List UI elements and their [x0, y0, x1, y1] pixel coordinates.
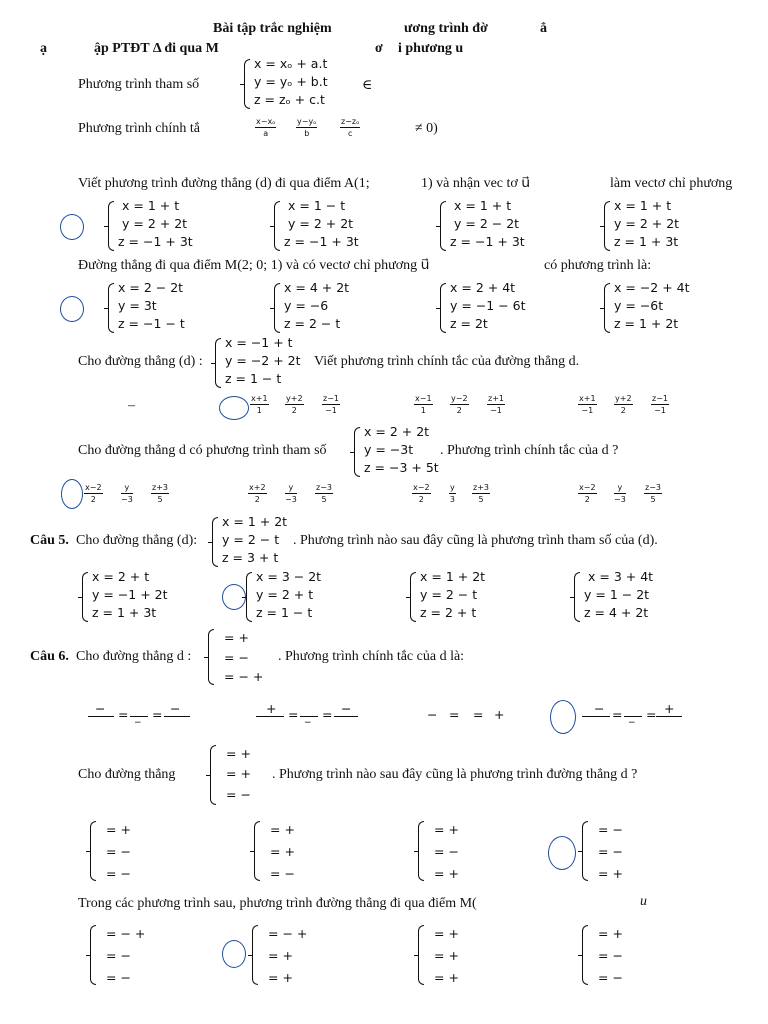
q8-a-line-1: = − + [106, 926, 146, 941]
q5-b-line-x: x = 3 − 2t [256, 569, 322, 584]
q5-line-z: z = 3 + t [222, 550, 279, 565]
parametric-line-y: y = yₒ + b.t [254, 74, 328, 89]
q3-answer-circle[interactable] [219, 396, 249, 420]
q6-c-part-4: + [494, 707, 505, 722]
q3-b-frac-x: $\frac{x+1}{1}$ [251, 394, 268, 415]
q1-b-line-x: x = 1 − t [288, 198, 346, 213]
q5-c-line-z: z = 2 + t [420, 605, 477, 620]
q8-c-line-1: = + [434, 926, 459, 941]
q2-text-2: có phương trình là: [544, 258, 652, 273]
q2-text-1: Đường thẳng đi qua điểm M(2; 0; 1) và có vectơ chỉ phương u⃗ [78, 258, 430, 273]
q4-answer-circle[interactable] [61, 479, 83, 509]
q8-b-line-1: = − + [268, 926, 308, 941]
q6-b-bar-3 [334, 716, 358, 717]
title-part-2: ương trình đờ [404, 21, 488, 36]
q5-d-line-z: z = 4 + 2t [584, 605, 649, 620]
q2-d-line-x: x = −2 + 4t [614, 280, 690, 295]
q2-b-line-y: y = −6 [284, 298, 329, 313]
q1-text-1: Viết phương trình đường thẳng (d) đi qua điểm A(1; [78, 176, 370, 191]
q4-a-frac-z: $\frac{z+3}{5}$ [152, 483, 168, 504]
q4-a-frac-y: $\frac{y}{-3}$ [121, 483, 133, 504]
q6-d-den-2: − [628, 718, 636, 728]
q7-line-3: = − [226, 787, 251, 802]
title-part-3: ẳ [540, 21, 547, 36]
q4-a-frac-x: $\frac{x-2}{2}$ [85, 483, 102, 504]
q6-answer-circle[interactable] [550, 700, 576, 734]
q2-b-line-z: z = 2 − t [284, 316, 341, 331]
q5-a-line-y: y = −1 + 2t [92, 587, 168, 602]
q3-c-frac-z: $\frac{z+1}{-1}$ [488, 394, 504, 415]
q7-text-2: . Phương trình nào sau đây cũng là phương trình đường thẳng d ? [272, 767, 638, 782]
q6-b-part-4: − [341, 701, 352, 716]
q7-text-1: Cho đường thẳng [78, 767, 176, 782]
q8-d-line-1: = + [598, 926, 623, 941]
q7-c-line-2: = − [434, 844, 459, 859]
q6-a-eq-2: = [152, 707, 163, 722]
q5-line-y: y = 2 − t [222, 532, 280, 547]
q8-a-line-3: = − [106, 970, 131, 985]
q7-b-line-2: = + [270, 844, 295, 859]
q8-d-line-2: = − [598, 948, 623, 963]
q2-a-line-x: x = 2 − 2t [118, 280, 184, 295]
subtitle-part-3: ơ [375, 41, 383, 56]
q4-d-frac-x: $\frac{x-2}{2}$ [579, 483, 596, 504]
q6-a-bar-2 [130, 716, 148, 717]
q8-c-line-3: = + [434, 970, 459, 985]
q8-a-line-2: = − [106, 948, 131, 963]
q6-a-part-4: − [170, 701, 181, 716]
q5-label: Câu 5. [30, 533, 69, 548]
q6-text-2: . Phương trình chính tắc của d là: [278, 649, 465, 664]
q1-c-line-z: z = −1 + 3t [450, 234, 525, 249]
q7-b-line-1: = + [270, 822, 295, 837]
q5-d-line-y: y = 1 − 2t [584, 587, 650, 602]
q2-c-line-x: x = 2 + 4t [450, 280, 516, 295]
q7-b-line-3: = − [270, 866, 295, 881]
q6-line-3: = − + [224, 669, 264, 684]
q2-c-line-z: z = 2t [450, 316, 488, 331]
q3-d-frac-z: $\frac{z-1}{-1}$ [652, 394, 668, 415]
q6-b-bar-2 [300, 716, 318, 717]
q6-text-1: Cho đường thẳng d : [76, 649, 192, 664]
q4-c-frac-y: $\frac{y}{3}$ [449, 483, 455, 504]
q3-c-frac-x: $\frac{x-1}{1}$ [415, 394, 432, 415]
q6-b-part-1: + [266, 701, 277, 716]
subtitle-part-1: ạ [40, 41, 47, 56]
q3-d-frac-y: $\frac{y+2}{2}$ [615, 394, 632, 415]
canonical-fraction-z: $\frac{\text{z−zₒ}}{c}$ [341, 117, 360, 138]
q6-d-part-4: + [664, 701, 675, 716]
q6-a-bar-1 [88, 716, 114, 717]
q1-c-line-y: y = 2 − 2t [454, 216, 520, 231]
q6-b-bar-1 [256, 716, 284, 717]
q7-a-line-1: = + [106, 822, 131, 837]
q5-a-line-z: z = 1 + 3t [92, 605, 157, 620]
q6-d-eq-1: = [612, 707, 623, 722]
q6-label: Câu 6. [30, 649, 69, 664]
q3-b-frac-z: $\frac{z-1}{-1}$ [323, 394, 339, 415]
q2-a-line-z: z = −1 − t [118, 316, 185, 331]
q3-line-x: x = −1 + t [225, 335, 293, 350]
q5-text-2: . Phương trình nào sau đây cũng là phương trình tham số của (d). [293, 533, 658, 548]
q4-b-frac-y: $\frac{y}{-3}$ [285, 483, 297, 504]
q1-text-2: 1) và nhận vec tơ u⃗ [421, 176, 531, 191]
q3-text-2: Viết phương trình chính tắc của đường thẳng d. [314, 354, 580, 369]
q8-b-line-3: = + [268, 970, 293, 985]
q3-text-1: Cho đường thẳng (d) : [78, 354, 203, 369]
element-of-symbol: ∈ [362, 78, 373, 93]
q1-text-3: làm vectơ chỉ phương [610, 176, 733, 191]
q1-a-line-y: y = 2 + 2t [122, 216, 188, 231]
q6-d-bar-2 [624, 716, 642, 717]
q1-d-line-z: z = 1 + 3t [614, 234, 679, 249]
q6-d-bar-3 [656, 716, 682, 717]
q6-b-den-2: − [304, 718, 312, 728]
q8-answer-circle[interactable] [222, 940, 246, 968]
q3-line-z: z = 1 − t [225, 371, 282, 386]
canonical-label: Phương trình chính tắ [78, 121, 200, 136]
title-part-1: Bài tập trắc nghiệm [213, 21, 332, 36]
q1-c-line-x: x = 1 + t [454, 198, 512, 213]
q3-option-a-dash[interactable]: – [128, 398, 135, 413]
q4-d-frac-y: $\frac{y}{-3}$ [614, 483, 626, 504]
q2-b-line-x: x = 4 + 2t [284, 280, 350, 295]
q4-b-frac-z: $\frac{z-3}{5}$ [316, 483, 332, 504]
q2-c-line-y: y = −1 − 6t [450, 298, 526, 313]
q7-d-line-3: = + [598, 866, 623, 881]
q3-line-y: y = −2 + 2t [225, 353, 301, 368]
q6-d-bar-1 [582, 716, 610, 717]
q4-d-frac-z: $\frac{z-3}{5}$ [645, 483, 661, 504]
q1-answer-circle[interactable] [60, 214, 84, 240]
q6-c-part-1: − [427, 707, 438, 722]
q5-text-1: Cho đường thẳng (d): [76, 533, 198, 548]
q1-b-line-z: z = −1 + 3t [284, 234, 359, 249]
q2-d-line-y: y = −6t [614, 298, 664, 313]
q5-d-line-x: x = 3 + 4t [588, 569, 654, 584]
q7-c-line-3: = + [434, 866, 459, 881]
q5-c-line-x: x = 1 + 2t [420, 569, 486, 584]
q4-c-frac-x: $\frac{x-2}{2}$ [413, 483, 430, 504]
canonical-fraction-y: $\frac{\text{y−yₒ}}{b}$ [297, 117, 317, 138]
q7-answer-circle[interactable] [548, 836, 576, 870]
subtitle-part-2: ập PTĐT Δ đi qua M [94, 41, 219, 56]
q4-text-1: Cho đường thẳng d có phương trình tham số [78, 443, 327, 458]
q1-d-line-x: x = 1 + t [614, 198, 672, 213]
q4-line-y: y = −3t [364, 442, 414, 457]
q6-c-eq-2: = [473, 707, 484, 722]
q2-a-line-y: y = 3t [118, 298, 157, 313]
q7-d-line-2: = − [598, 844, 623, 859]
q5-b-line-y: y = 2 + t [256, 587, 314, 602]
q8-b-line-2: = + [268, 948, 293, 963]
q4-c-frac-z: $\frac{z+3}{5}$ [473, 483, 489, 504]
parametric-label: Phương trình tham số [78, 77, 200, 92]
subtitle-part-4: i phương u⃗ [398, 41, 475, 56]
q6-line-2: = − [224, 650, 249, 665]
q8-vector-u: u⃗ [640, 894, 658, 909]
q6-b-eq-2: = [322, 707, 333, 722]
q8-c-line-2: = + [434, 948, 459, 963]
q6-d-part-1: − [594, 701, 605, 716]
q2-d-line-z: z = 1 + 2t [614, 316, 679, 331]
canonical-condition: ≠ 0) [415, 121, 438, 136]
q1-d-line-y: y = 2 + 2t [614, 216, 680, 231]
q7-c-line-1: = + [434, 822, 459, 837]
q5-c-line-y: y = 2 − t [420, 587, 478, 602]
q4-line-z: z = −3 + 5t [364, 460, 439, 475]
parametric-line-x: x = xₒ + a.t [254, 56, 328, 71]
q3-d-frac-x: $\frac{x+1}{-1}$ [579, 394, 596, 415]
q5-b-line-z: z = 1 − t [256, 605, 313, 620]
q6-line-1: = + [224, 630, 249, 645]
q3-c-frac-y: $\frac{y-2}{2}$ [451, 394, 468, 415]
q7-a-line-2: = − [106, 844, 131, 859]
q7-line-1: = + [226, 746, 251, 761]
q6-c-eq-1: = [449, 707, 460, 722]
q3-b-frac-y: $\frac{y+2}{2}$ [286, 394, 303, 415]
parametric-line-z: z = zₒ + c.t [254, 92, 325, 107]
q6-a-bar-3 [164, 716, 190, 717]
q1-a-line-z: z = −1 + 3t [118, 234, 193, 249]
q4-text-2: . Phương trình chính tắc của d ? [440, 443, 619, 458]
q6-a-eq-1: = [118, 707, 129, 722]
q1-b-line-y: y = 2 + 2t [288, 216, 354, 231]
q8-text-1: Trong các phương trình sau, phương trình đường thẳng đi qua điểm M( [78, 896, 477, 911]
q2-answer-circle[interactable] [60, 296, 84, 322]
q4-b-frac-x: $\frac{x+2}{2}$ [249, 483, 266, 504]
canonical-fraction-x: $\frac{\text{x−xₒ}}{a}$ [256, 117, 276, 138]
q7-line-2: = + [226, 766, 251, 781]
q8-d-line-3: = − [598, 970, 623, 985]
q6-b-eq-1: = [288, 707, 299, 722]
q6-d-eq-2: = [646, 707, 657, 722]
q6-a-den-2: − [134, 718, 142, 728]
q4-line-x: x = 2 + 2t [364, 424, 430, 439]
q7-d-line-1: = − [598, 822, 623, 837]
q1-a-line-x: x = 1 + t [122, 198, 180, 213]
q5-line-x: x = 1 + 2t [222, 514, 288, 529]
q5-a-line-x: x = 2 + t [92, 569, 150, 584]
q7-a-line-3: = − [106, 866, 131, 881]
q6-a-part-1: − [95, 701, 106, 716]
